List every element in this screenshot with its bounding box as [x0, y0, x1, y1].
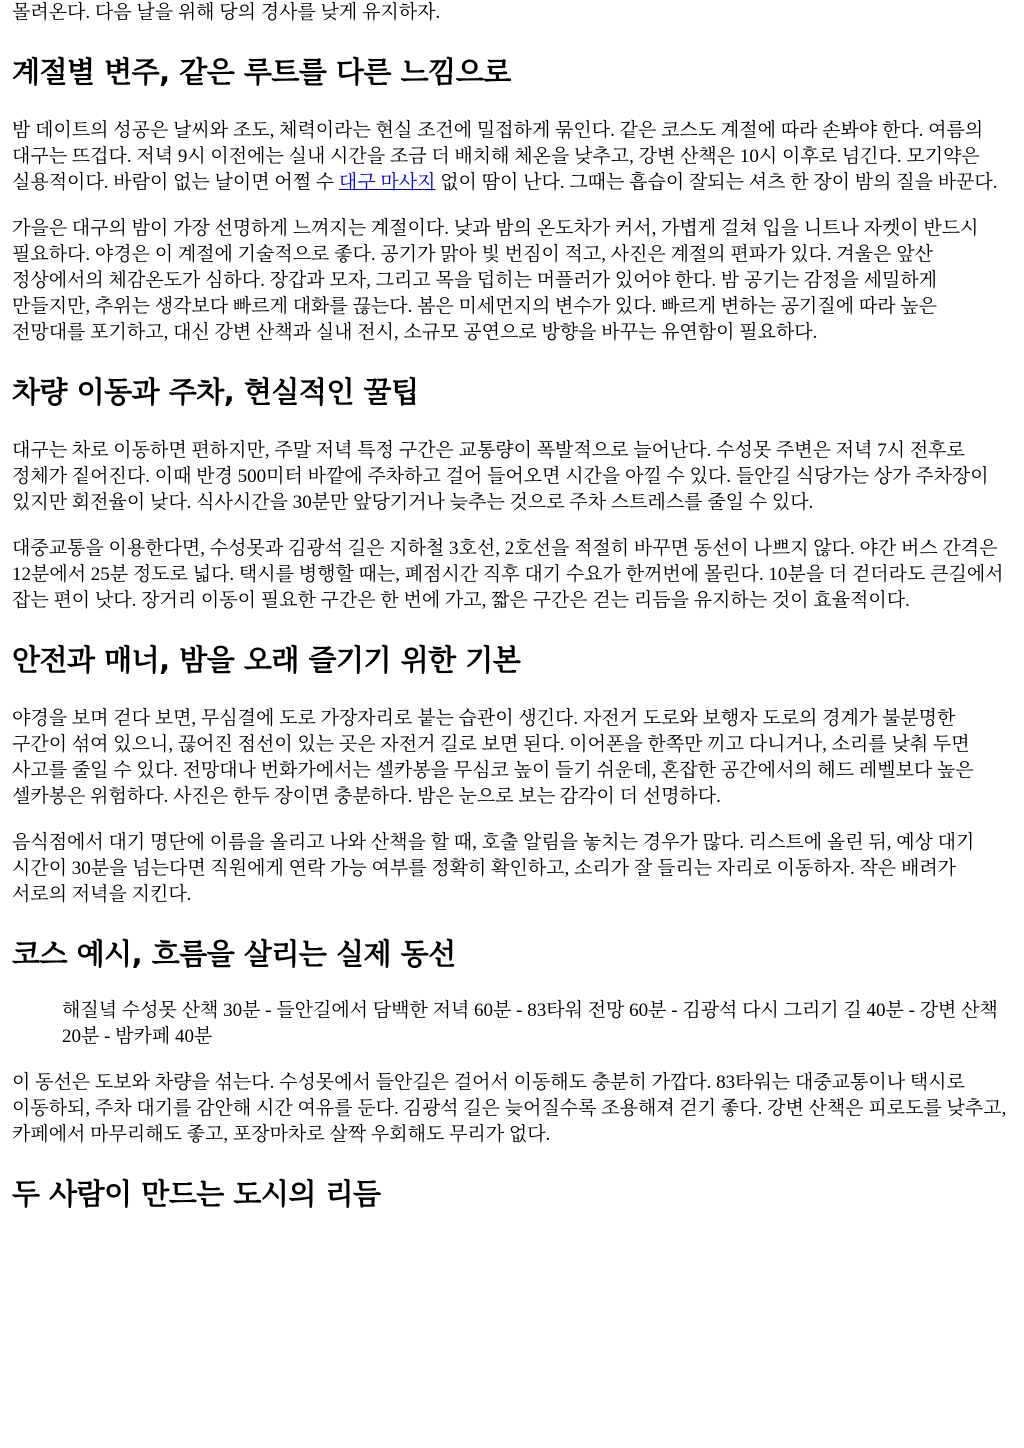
- heading-seasonal: 계절별 변주, 같은 루트를 다른 느낌으로: [12, 55, 511, 89]
- paragraph-transport-1: 대구는 차로 이동하면 편하지만, 주말 저녁 특정 구간은 교통량이 폭발적으로 늘어난다. 수성못 주변은 저녁 7시 전후로 정체가 짙어진다. 이때 반경 500미터 바깥에 주차하고 걸어 들어오면 시간을 아낄 수 있다. 들안길 식당가는 상가 주차장이 있지만 회전율이 낮다. 식사시간을 30분만 앞당기거나 늦추는 것으로 주차 스트레스를 줄일 수 있다.: [12, 440, 989, 513]
- intro-paragraph: 몰려온다. 다음 날을 위해 당의 경사를 낮게 유지하자.: [12, 2, 441, 23]
- heading-course: 코스 예시, 흐름을 살리는 실제 동선: [12, 937, 456, 971]
- course-route-text: 해질녘 수성못 산책 30분 - 들안길에서 담백한 저녁 60분 - 83타워 전망 60분 - 김광석 다시 그리기 길 40분 - 강변 산책 20분 - 밤카페 40분: [62, 1000, 998, 1047]
- paragraph-safety-2: 음식점에서 대기 명단에 이름을 올리고 나와 산책을 할 때, 호출 알림을 놓치는 경우가 많다. 리스트에 올린 뒤, 예상 대기 시간이 30분을 넘는다면 직원에게 연락 가능 여부를 정확히 확인하고, 소리가 잘 들리는 자리로 이동하자. 작은 배려가 서로의 저녁을 지킨다.: [12, 832, 975, 905]
- heading-safety: 안전과 매너, 밤을 오래 즐기기 위한 기본: [12, 643, 521, 677]
- paragraph-seasonal-1-text-a: 밤 데이트의 성공은 날씨와 조도, 체력이라는 현실 조건에 밀접하게 묶인다. 같은 코스도 계절에 따라 손봐야 한다. 여름의 대구는 뜨겁다. 저녁 9시 이전에는 실내 시간을 조금 더 배치해 체온을 낮추고, 강변 산책은 10시 이후로 넘긴다. 모기약은 실용적이다. 바람이 없는 날이면 어쩔 수: [12, 120, 984, 193]
- paragraph-seasonal-1-text-b: 없이 땀이 난다. 그때는 흡습이 잘되는 셔츠 한 장이 밤의 질을 바꾼다.: [435, 172, 998, 193]
- paragraph-transport-2: 대중교통을 이용한다면, 수성못과 김광석 길은 지하철 3호선, 2호선을 적절히 바꾸면 동선이 나쁘지 않다. 야간 버스 간격은 12분에서 25분 정도로 넓다. 택시를 병행할 때는, 폐점시간 직후 대기 수요가 한꺼번에 몰린다. 10분을 더 걷더라도 큰길에서 잡는 편이 낫다. 장거리 이동이 필요한 구간은 한 번에 가고, 짧은 구간은 걷는 리듬을 유지하는 것이 효율적이다.: [12, 538, 1004, 611]
- paragraph-course-1: 이 동선은 도보와 차량을 섞는다. 수성못에서 들안길은 걸어서 이동해도 충분히 가깝다. 83타워는 대중교통이나 택시로 이동하되, 주차 대기를 감안해 시간 여유를 둔다. 김광석 길은 늦어질수록 조용해져 걷기 좋다. 강변 산책은 피로도를 낮추고, 카페에서 마무리해도 좋고, 포장마차로 살짝 우회해도 무리가 없다.: [12, 1072, 1007, 1145]
- heading-rhythm: 두 사람이 만드는 도시의 리듬: [12, 1177, 381, 1211]
- course-blockquote: [62, 998, 1012, 1050]
- paragraph-seasonal-1: [12, 118, 1012, 196]
- paragraph-seasonal-2: 가을은 대구의 밤이 가장 선명하게 느껴지는 계절이다. 낮과 밤의 온도차가 커서, 가볍게 걸쳐 입을 니트나 자켓이 반드시 필요하다. 야경은 이 계절에 기술적으로 좋다. 공기가 맑아 빛 번짐이 적고, 사진은 계절의 편파가 있다. 겨울은 앞산 정상에서의 체감온도가 심하다. 장갑과 모자, 그리고 목을 덥히는 머플러가 있어야 한다. 밤 공기는 감정을 세밀하게 만들지만, 추위는 생각보다 빠르게 대화를 끊는다. 봄은 미세먼지의 변수가 있다. 빠르게 변하는 공기질에 따라 높은 전망대를 포기하고, 대신 강변 산책과 실내 전시, 소규모 공연으로 방향을 바꾸는 유연함이 필요하다.: [12, 218, 979, 343]
- paragraph-safety-1: 야경을 보며 걷다 보면, 무심결에 도로 가장자리로 붙는 습관이 생긴다. 자전거 도로와 보행자 도로의 경계가 불분명한 구간이 섞여 있으니, 끊어진 점선이 있는 곳은 자전거 길로 보면 된다. 이어폰을 한쪽만 끼고 다니거나, 소리를 낮춰 두면 사고를 줄일 수 있다. 전망대나 번화가에서는 셀카봉을 무심코 높이 들기 쉬운데, 혼잡한 공간에서의 헤드 레벨보다 높은 셀카봉은 위험하다. 사진은 한두 장이면 충분하다. 밤은 눈으로 보는 감각이 더 선명하다.: [12, 708, 974, 807]
- daegu-massage-link[interactable]: 대구 마사지: [338, 172, 436, 193]
- heading-transport: 차량 이동과 주차, 현실적인 꿀팁: [12, 375, 419, 409]
